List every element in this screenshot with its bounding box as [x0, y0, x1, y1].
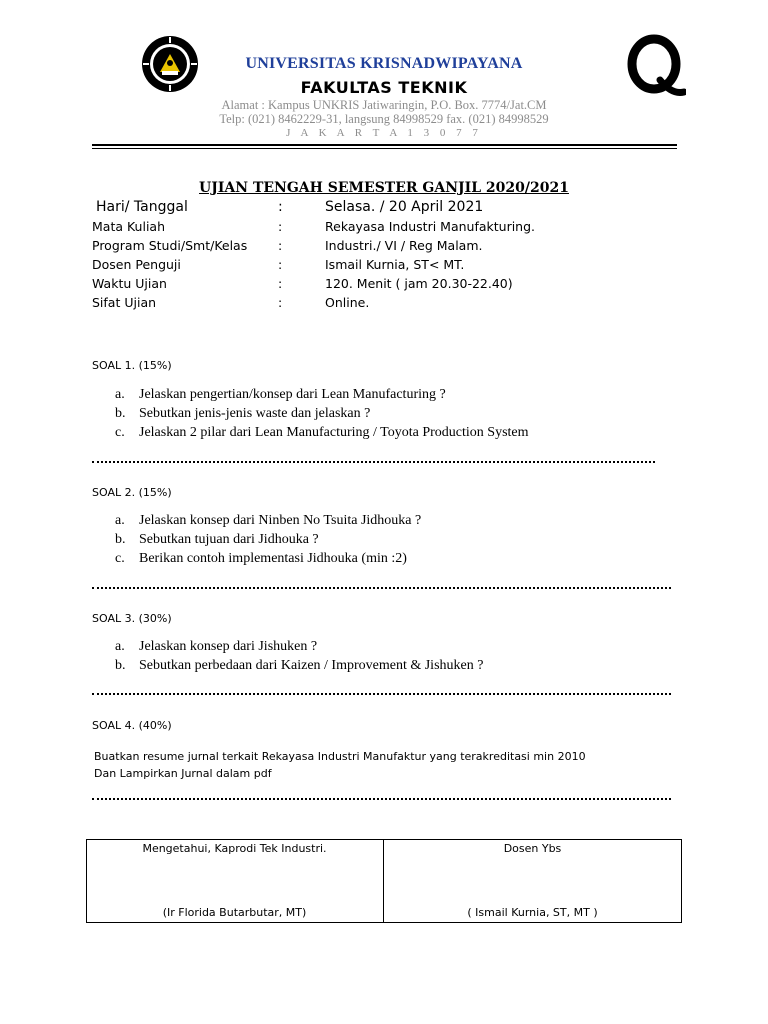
question-2c — [115, 551, 407, 567]
info-label-dosen-penguji: Dosen Penguji — [92, 257, 181, 272]
info-colon: : — [278, 199, 283, 215]
address-line-2: Telp: (021) 8462229-31, langsung 84998529 fax. (021) 84998529 — [219, 112, 549, 126]
info-label-mata-kuliah: Mata Kuliah — [92, 219, 166, 234]
address-line-3: J A K A R T A 1 3 0 7 7 — [286, 127, 482, 139]
signature-right-name: ( Ismail Kurnia, ST, MT ) — [467, 906, 598, 919]
info-label-program-studi: Program Studi/Smt/Kelas — [92, 238, 248, 253]
info-value-mata-kuliah: Rekayasa Industri Manufakturing. — [325, 219, 536, 234]
info-label-waktu-ujian: Waktu Ujian — [92, 276, 167, 291]
info-label-sifat-ujian: Sifat Ujian — [92, 295, 157, 310]
question-text: Jelaskan pengertian/konsep dari Lean Manufacturing ? — [139, 387, 446, 402]
answer-line — [92, 461, 655, 463]
question-text: Sebutkan tujuan dari Jidhouka ? — [139, 532, 319, 547]
info-value-hari: Selasa. / 20 April 2021 — [325, 199, 484, 215]
info-label-hari: Hari/ Tanggal — [96, 199, 188, 215]
question-1b — [115, 406, 370, 422]
question-text: Jelaskan konsep dari Jishuken ? — [139, 639, 318, 654]
question-4-instruction-2: Dan Lampirkan Jurnal dalam pdf — [94, 767, 272, 780]
info-colon: : — [278, 238, 283, 253]
header-divider-thick — [92, 144, 677, 146]
item-marker: b. — [115, 658, 126, 673]
university-name: UNIVERSITAS KRISNADWIPAYANA — [245, 55, 523, 72]
question-1a — [115, 387, 446, 403]
question-text: Jelaskan konsep dari Ninben No Tsuita Jidhouka ? — [139, 513, 422, 528]
faculty-name: FAKULTAS TEKNIK — [300, 78, 468, 97]
question-4-heading: SOAL 4. (40%) — [92, 719, 172, 732]
question-text: Jelaskan 2 pilar dari Lean Manufacturing / Toyota Production System — [139, 425, 529, 440]
signature-right-title: Dosen Ybs — [503, 842, 562, 855]
question-text: Sebutkan jenis-jenis waste dan jelaskan ? — [139, 406, 371, 421]
info-value-waktu-ujian: 120. Menit ( jam 20.30-22.40) — [325, 276, 513, 291]
question-2b — [115, 532, 319, 548]
item-marker: c. — [115, 425, 125, 440]
question-text: Berikan contoh implementasi Jidhouka (min :2) — [139, 551, 407, 566]
info-colon: : — [278, 219, 283, 234]
question-1-heading: SOAL 1. (15%) — [92, 359, 172, 372]
item-marker: a. — [115, 387, 125, 402]
question-2-heading: SOAL 2. (15%) — [92, 486, 172, 499]
answer-line — [92, 798, 671, 800]
question-3-heading: SOAL 3. (30%) — [92, 612, 172, 625]
question-2a — [115, 513, 421, 529]
question-3a — [115, 639, 317, 655]
answer-line — [92, 587, 671, 589]
question-3b — [115, 658, 483, 674]
item-marker: a. — [115, 639, 125, 654]
info-value-program-studi: Industri./ VI / Reg Malam. — [325, 238, 483, 253]
signature-left-title: Mengetahui, Kaprodi Tek Industri. — [142, 842, 327, 855]
info-colon: : — [278, 276, 283, 291]
info-colon: : — [278, 257, 283, 272]
address-line-1: Alamat : Kampus UNKRIS Jatiwaringin, P.O. Box. 7774/Jat.CM — [221, 98, 547, 112]
question-1c — [115, 425, 529, 441]
item-marker: c. — [115, 551, 125, 566]
item-marker: b. — [115, 532, 126, 547]
item-marker: b. — [115, 406, 126, 421]
question-text: Sebutkan perbedaan dari Kaizen / Improvement & Jishuken ? — [139, 658, 484, 673]
info-colon: : — [278, 295, 283, 310]
answer-line — [92, 693, 671, 695]
question-4-instruction-1: Buatkan resume jurnal terkait Rekayasa Industri Manufaktur yang terakreditasi min 2010 — [94, 750, 586, 763]
signature-left-name: (Ir Florida Butarbutar, MT) — [162, 906, 307, 919]
info-value-dosen-penguji: Ismail Kurnia, ST< MT. — [325, 257, 465, 272]
header-divider-thin — [92, 148, 677, 149]
exam-title: UJIAN TENGAH SEMESTER GANJIL 2020/2021 — [199, 180, 569, 196]
item-marker: a. — [115, 513, 125, 528]
info-value-sifat-ujian: Online. — [325, 295, 370, 310]
